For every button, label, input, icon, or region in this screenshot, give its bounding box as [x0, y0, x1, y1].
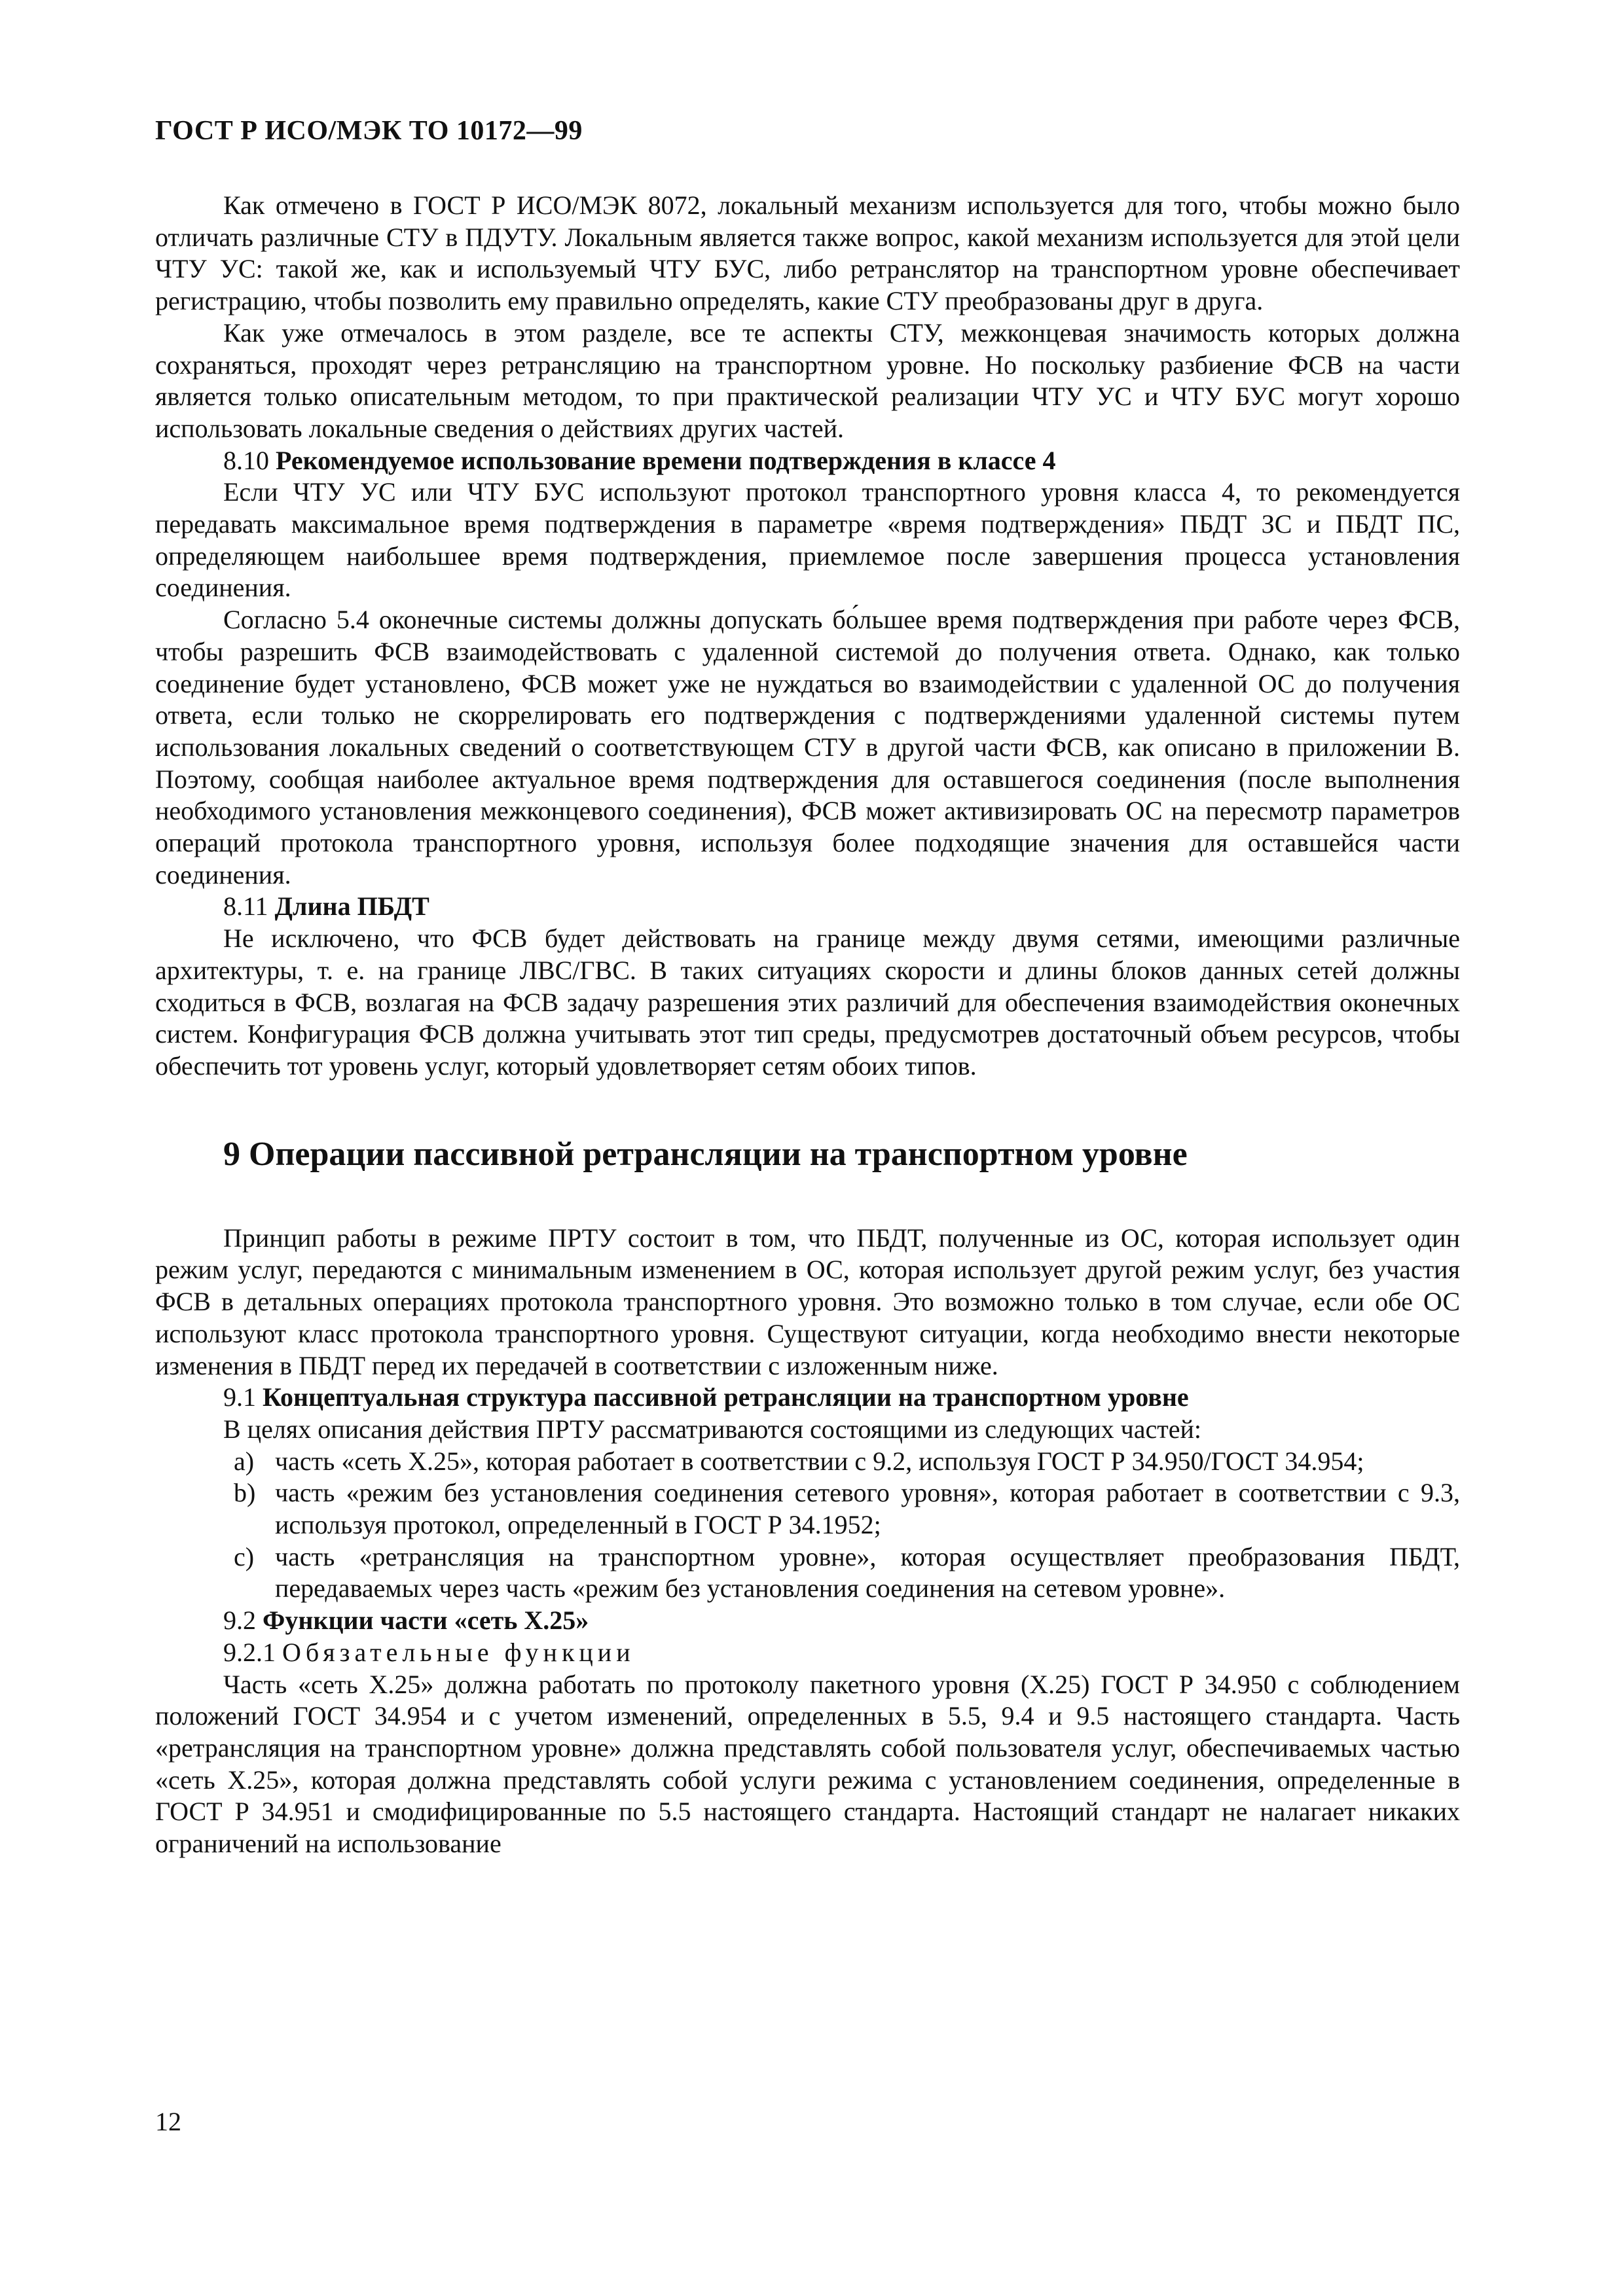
subsection-number: 9.2 — [223, 1605, 256, 1636]
subsection-number: 8.11 — [223, 891, 268, 922]
subsection-number: 9.1 — [223, 1382, 256, 1412]
subsection-title: Рекомендуемое использование времени подтверждения в классе 4 — [276, 445, 1056, 475]
subsection-title: Обязательные функции — [282, 1637, 635, 1667]
subsection-heading-9-2-1 — [155, 1637, 1460, 1669]
running-header: ГОСТ Р ИСО/МЭК ТО 10172—99 — [155, 116, 583, 146]
subsection-heading-8-10 — [155, 445, 1460, 477]
subsection-heading-9-2 — [155, 1605, 1460, 1637]
paragraph: Часть «сеть Х.25» должна работать по протоколу пакетного уровня (Х.25) ГОСТ Р 34.950 с соблюдением положений ГОСТ 34.954 и с учетом изменений, определенных в 5.5, 9.4 и 9.5 настоящего стандарта. Часть «ретрансляция на транспортном уровне» должна представлять собой пользователя услуг, обеспечиваемых частью «сеть Х.25», которая должна представлять собой услуги режима с установлением соединения, определенные в ГОСТ Р 34.951 и смодифицированные по 5.5 настоящего стандарта. Настоящий стандарт не налагает никаких ограничений на использование — [155, 1669, 1460, 1859]
section-heading-9: 9 Операции пассивной ретрансляции на транспортном уровне — [223, 1135, 1188, 1173]
paragraph: Принцип работы в режиме ПРТУ состоит в том, что ПБДТ, полученные из ОС, которая использует один режим услуг, передаются с минимальным изменением в ОС, которая использует другой режим услуг, без участия ФСВ в детальных операциях протокола транспортного уровня. Это возможно только в том случае, если обе ОС используют класс протокола транспортного уровня. Существуют ситуации, когда необходимо внести некоторые изменения в ПБДТ перед их передачей в соответствии с изложенным ниже. — [155, 1223, 1460, 1380]
page-number: 12 — [155, 2107, 181, 2136]
list-item — [155, 1541, 1460, 1605]
subsection-number: 9.2.1 — [223, 1637, 276, 1667]
subsection-title: Длина ПБДТ — [274, 891, 429, 922]
list-item-text: часть «режим без установления соединения сетевого уровня», которая работает в соответствии с 9.3, используя протокол, определенный в ГОСТ Р 34.1952; — [275, 1478, 1460, 1540]
subsection-title: Концептуальная структура пассивной ретрансляции на транспортном уровне — [263, 1382, 1189, 1412]
list-marker: a) — [234, 1446, 255, 1476]
paragraph: Согласно 5.4 оконечные системы должны допускать бо́льшее время подтверждения при работе через ФСВ, чтобы разрешить ФСВ взаимодействовать с удаленной системой до получения ответа. Однако, как только соединение будет установлено, ФСВ может уже не нуждаться во взаимодействии с удаленной ОС до получения ответа, если только не скоррелировать его подтверждения с подтверждениями удаленной системы путем использования локальных сведений о соответствующем СТУ в другой части ФСВ, как описано в приложении В. Поэтому, сообщая наиболее актуальное время подтверждения для оставшегося соединения (после выполнения необходимого установления межконцевого соединения), ФСВ может активизировать ОС на пересмотр параметров операций протокола транспортного уровня, используя более подходящие значения для оставшейся части соединения. — [155, 605, 1460, 889]
list-item — [155, 1446, 1460, 1478]
paragraph: Как отмечено в ГОСТ Р ИСО/МЭК 8072, локальный механизм используется для того, чтобы можно было отличать различные СТУ в ПДУТУ. Локальным является также вопрос, какой механизм используется для этой цели ЧТУ УС: такой же, как и используемый ЧТУ БУС, либо ретранслятор на транспортном уровне обеспечивает регистрацию, чтобы позволить ему правильно определять, какие СТУ преобразованы друг в друга. — [155, 190, 1460, 316]
subsection-heading-8-11 — [155, 891, 1460, 923]
list-marker: c) — [234, 1541, 255, 1571]
subsection-number: 8.10 — [223, 445, 269, 475]
list-item-text: часть «ретрансляция на транспортном уровне», которая осуществляет преобразования ПБДТ, передаваемых через часть «режим без установления соединения на сетевом уровне». — [275, 1541, 1460, 1604]
subsection-heading-9-1 — [155, 1382, 1460, 1414]
paragraph: В целях описания действия ПРТУ рассматриваются состоящими из следующих частей: — [223, 1414, 1202, 1444]
paragraph: Если ЧТУ УС или ЧТУ БУС используют протокол транспортного уровня класса 4, то рекомендуется передавать максимальное время подтверждения в параметре «время подтверждения» ПБДТ ЗС и ПБДТ ПС, определяющем наибольшее время подтверждения, приемлемое после завершения процесса установления соединения. — [155, 477, 1460, 603]
subsection-title: Функции части «сеть Х.25» — [263, 1605, 589, 1636]
list-item — [155, 1477, 1460, 1541]
paragraph: Как уже отмечалось в этом разделе, все те аспекты СТУ, межконцевая значимость которых должна сохраняться, проходят через ретрансляцию на транспортном уровне. Но поскольку разбиение ФСВ на части является только описательным методом, то при практической реализации ЧТУ УС и ЧТУ БУС могут хорошо использовать локальные сведения о действиях других частей. — [155, 317, 1460, 443]
list-marker: b) — [234, 1478, 256, 1508]
list-item-text: часть «сеть Х.25», которая работает в соответствии с 9.2, используя ГОСТ Р 34.950/ГОСТ 34.954; — [275, 1446, 1364, 1476]
paragraph: Не исключено, что ФСВ будет действовать на границе между двумя сетями, имеющими различные архитектуры, т. е. на границе ЛВС/ГВС. В таких ситуациях скорости и длины блоков данных сетей должны сходиться в ФСВ, возлагая на ФСВ задачу разрешения этих различий для обеспечения взаимодействия оконечных систем. Конфигурация ФСВ должна учитывать этот тип среды, предусмотрев достаточный объем ресурсов, чтобы обеспечить тот уровень услуг, который удовлетворяет сетям обоих типов. — [155, 924, 1460, 1081]
body-text — [155, 190, 1460, 1860]
